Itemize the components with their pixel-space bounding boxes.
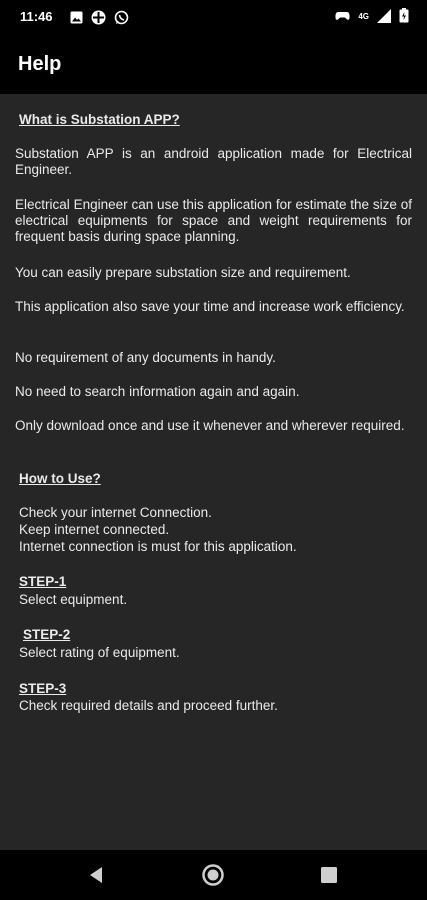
signal-icon [377,9,391,26]
gamepad-icon [335,10,350,25]
status-time: 11:46 [20,9,53,24]
recents-icon[interactable] [317,863,341,887]
help-paragraph: Substation APP is an android application made for Electrical Engineer. [15,146,412,177]
howto-line: Internet connection is must for this application. [19,539,297,554]
battery-icon [399,8,409,26]
system-icons [335,8,409,26]
notification-icons [70,10,129,28]
system-nav-bar [0,850,427,900]
help-content[interactable] [0,94,427,850]
whatsapp-icon [114,10,129,28]
help-paragraph: You can easily prepare substation size and requirement. [15,265,351,280]
section-heading-how-to-use: How to Use? [19,471,101,486]
app-bar [0,36,427,94]
step-3-text: Check required details and proceed further. [19,698,278,713]
page-title: Help [18,53,62,75]
step-1-text: Select equipment. [19,592,128,607]
network-type-label: 4G [358,12,369,21]
howto-line: Keep internet connected. [19,522,170,537]
image-icon [70,11,83,27]
help-paragraph: No requirement of any documents in handy. [15,350,276,365]
help-paragraph: This application also save your time and increase work efficiency. [15,299,405,314]
help-paragraph: Only download once and use it whenever and wherever required. [15,418,405,433]
home-icon[interactable] [201,863,225,887]
section-heading-what-is: What is Substation APP? [19,112,180,127]
step-3-heading: STEP-3 [19,681,67,696]
help-paragraph: Electrical Engineer can use this application for estimate the size of electrical equipments for space and weight requirements for frequent basis during space planning. [15,197,412,244]
help-paragraph: No need to search information again and again. [15,384,300,399]
step-1-heading: STEP-1 [19,574,67,589]
back-icon[interactable] [85,863,109,887]
step-2-heading: STEP-2 [23,627,71,642]
crosshair-app-icon [91,10,106,28]
step-2-text: Select rating of equipment. [19,645,180,660]
howto-line: Check your internet Connection. [19,505,212,520]
status-bar [0,0,427,36]
